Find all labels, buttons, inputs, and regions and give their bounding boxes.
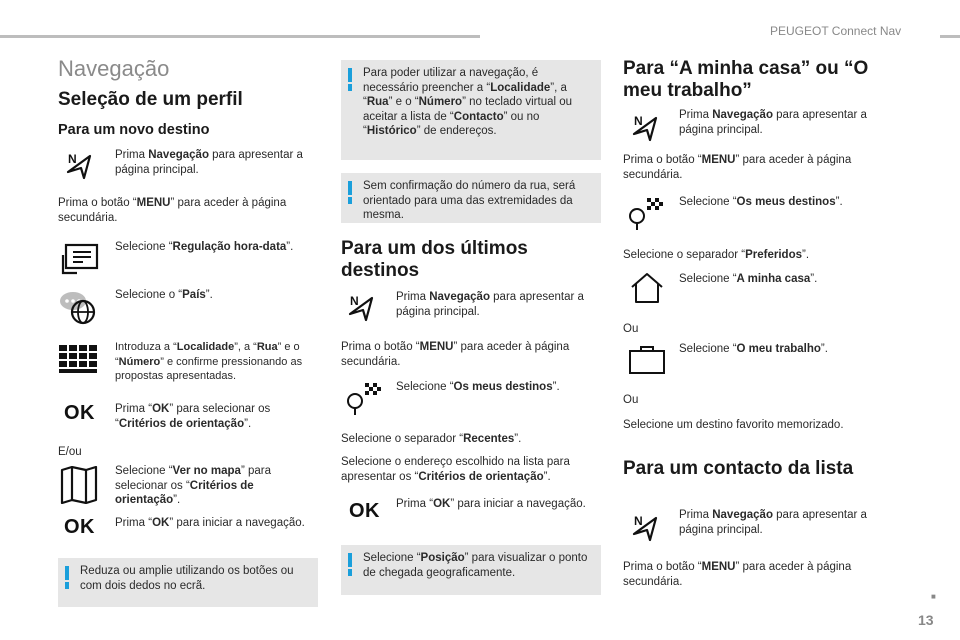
country-settings-icon (59, 290, 99, 326)
section-title-contact: Para um contacto da lista (623, 458, 854, 479)
navigation-icon (632, 112, 662, 148)
step-menu: Prima o botão “MENU” para aceder à página secundária. (623, 561, 852, 588)
header-brand: PEUGEOT Connect Nav (770, 24, 902, 38)
svg-text:N: N (68, 152, 77, 166)
step-selecione-endereco: Selecione o endereço escolhido na lista para apresentar os “Critérios de orientação”. (341, 456, 570, 483)
step-navigacao: Prima Navegação para apresentar a página principal. (115, 149, 303, 176)
date-time-settings-icon (61, 243, 99, 275)
page-title: Navegação (58, 56, 170, 81)
info-icon-dot (348, 84, 352, 91)
work-briefcase-icon (628, 345, 666, 375)
step-introduza: Introduza a “Localidade”, a “Rua” e o “Número” e confirme pressionando as propostas apresentadas. (115, 341, 303, 382)
continue-mark: ■ (931, 592, 936, 601)
section-title-profile: Seleção de um perfil (58, 89, 243, 110)
info-box-localidade: Para poder utilizar a navegação, é necessário preencher a “Localidade”, a “Rua” e o “Número” no teclado virtual ou aceitar a lista de “Contacto” ou no “Histórico” de endereços. (341, 60, 601, 160)
step-ok-iniciar: Prima “OK” para iniciar a navegação. (115, 517, 305, 529)
info-icon (65, 566, 69, 580)
info-box-zoom: Reduza ou amplie utilizando os botões ou com dois dedos no ecrã. (58, 558, 318, 607)
ok-icon: OK (349, 500, 380, 522)
step-os-meus-destinos: Selecione “Os meus destinos”. (679, 196, 843, 208)
step-preferidos: Selecione o separador “Preferidos”. (623, 249, 810, 261)
step-ok-iniciar: Prima “OK” para iniciar a navegação. (396, 498, 586, 510)
header-rule-right (940, 35, 960, 38)
info-icon (348, 553, 352, 567)
header-rule (0, 35, 480, 38)
keyboard-icon (59, 345, 99, 373)
step-recentes: Selecione o separador “Recentes”. (341, 433, 522, 445)
ok-icon-2: OK (64, 516, 95, 538)
step-navigacao: Prima Navegação para apresentar a página principal. (679, 509, 867, 536)
home-icon (630, 272, 664, 304)
subsection-new-destination: Para um novo destino (58, 122, 210, 138)
text-ou-2: Ou (623, 394, 639, 406)
info-icon-dot (348, 197, 352, 204)
step-pais: Selecione o “País”. (115, 289, 213, 301)
section-title-home-work: Para “A minha casa” ou “O meu trabalho” (623, 58, 869, 101)
step-regulacao: Selecione “Regulação hora-data”. (115, 241, 294, 253)
navigation-icon (66, 150, 96, 186)
svg-text:N: N (634, 514, 643, 528)
page-number: 13 (918, 612, 934, 628)
step-ver-no-mapa: Selecione “Ver no mapa” para selecionar os “Critérios de orientação”. (115, 465, 271, 506)
section-title-last-destinations: Para um dos últimos destinos (341, 238, 528, 281)
info-icon-dot (348, 569, 352, 576)
svg-text:N: N (634, 114, 643, 128)
info-icon (348, 181, 352, 195)
step-navigacao: Prima Navegação para apresentar a página principal. (679, 109, 867, 136)
ok-icon: OK (64, 402, 95, 424)
step-a-minha-casa: Selecione “A minha casa”. (679, 273, 818, 285)
navigation-icon (348, 292, 378, 328)
text-eou: E/ou (58, 446, 82, 458)
step-navigacao: Prima Navegação para apresentar a página principal. (396, 291, 584, 318)
destination-flag-icon (343, 383, 383, 415)
svg-text:N: N (350, 294, 359, 308)
step-ok-criterios: Prima “OK” para selecionar os “Critérios de orientação”. (115, 403, 271, 430)
navigation-icon (632, 512, 662, 548)
step-o-meu-trabalho: Selecione “O meu trabalho”. (679, 343, 828, 355)
step-destino-favorito: Selecione um destino favorito memorizado. (623, 419, 844, 431)
info-icon (348, 68, 352, 82)
info-icon-dot (65, 582, 69, 589)
destination-flag-icon (625, 198, 665, 230)
step-menu: Prima o botão “MENU” para aceder à página secundária. (341, 341, 570, 368)
map-icon (60, 466, 98, 504)
info-box-numero: Sem confirmação do número da rua, será orientado para uma das extremidades da mesma. (341, 173, 601, 223)
info-box-posicao: Selecione “Posição” para visualizar o ponto de chegada geograficamente. (341, 545, 601, 595)
step-menu: Prima o botão “MENU” para aceder à página secundária. (623, 154, 852, 181)
step-menu: Prima o botão “MENU” para aceder à página secundária. (58, 197, 287, 224)
text-ou-1: Ou (623, 323, 639, 335)
step-os-meus-destinos: Selecione “Os meus destinos”. (396, 381, 560, 393)
